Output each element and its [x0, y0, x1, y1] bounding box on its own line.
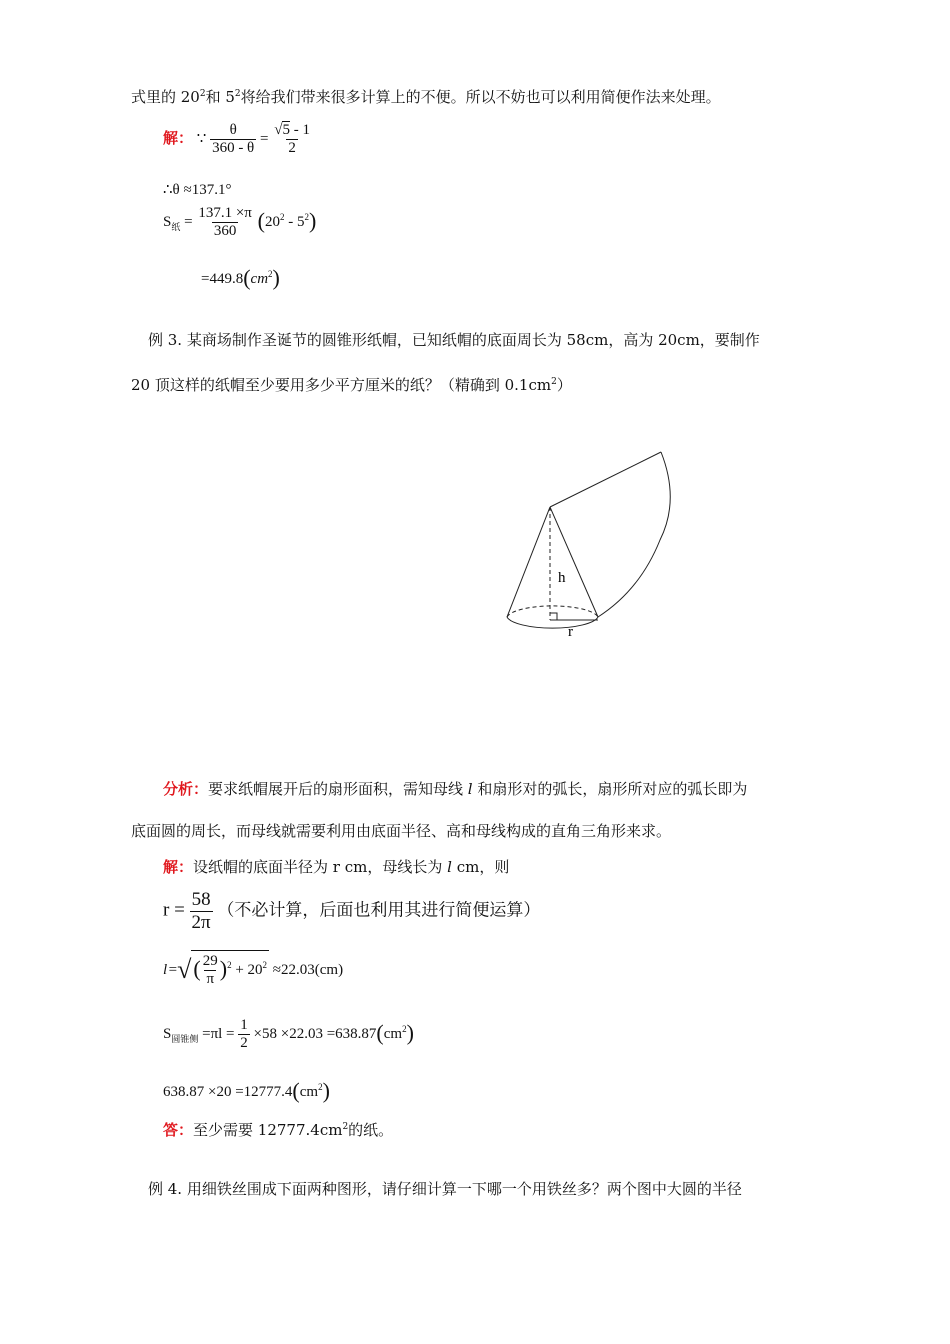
cone-base-front — [507, 617, 598, 628]
paper-area-result: $=449.8(cm^2)$ — [201, 265, 280, 290]
intro-line: 式里的 $20^2$和 $5^2$将给我们带来很多计算上的不便。所以不妨也可以利用简便作法来处理。 — [131, 88, 721, 106]
example-3-line-2: 20 顶这样的纸帽至少要用多少平方厘米的纸？（精确到 $0.1cm^2$） — [131, 376, 572, 394]
analysis-line-1: 分析：要求纸帽展开后的扇形面积，需知母线 l 和扇形对的弧长，扇形所对应的弧长即为 — [163, 780, 748, 798]
cone-left-side — [507, 507, 550, 617]
lateral-area-formula: $S_{圆锥侧} =\pi l$ = $\frac{1}{2}$ $\times 58 \times 22.03 =638.87(cm^2)$ — [163, 1017, 414, 1052]
answer-line: 答：至少需要 $12777.4cm^2$的纸。 — [163, 1121, 394, 1139]
right-angle-mark — [550, 613, 557, 620]
example-3-line-1: 例 3. 某商场制作圣诞节的圆锥形纸帽，已知纸帽的底面周长为 58cm，高为 20cm，要制作 — [148, 331, 760, 349]
sector-edge — [550, 452, 661, 507]
solution-2-intro: 解：设纸帽的底面半径为 r cm，母线长为 l cm，则 — [163, 858, 510, 876]
analysis-line-2: 底面圆的周长，而母线就需要利用由底面半径、高和母线构成的直角三角形来求。 — [131, 822, 672, 840]
sector-arc — [598, 452, 670, 617]
theta-result: ∴θ ≈137.1° — [163, 182, 232, 198]
theta-fraction: $\frac{\theta}{360 - \theta}$ — [212, 122, 255, 157]
golden-ratio-fraction: $\frac{√5 - 1}{2}$ — [274, 122, 310, 157]
cone-base-back — [507, 606, 598, 617]
paper-area-formula: $S_纸$ = $\frac{137.1 \times\pi}{360}$ $(20^2 - 5^2)$ — [163, 205, 317, 240]
cone-right-side — [550, 507, 598, 617]
cone-sector-figure — [490, 440, 690, 655]
total-area-formula: $638.87 \times 20 =12777.4(cm^2)$ — [163, 1078, 330, 1103]
solution-1-ratio: 解： ∵ $\frac{\theta}{360 - \theta}$ = $\frac{√5 - 1}{2}$ — [163, 122, 310, 157]
slant-height-formula: l =√( $\frac{29}{\pi}$ )$^2 + 20^2 \approx 22.03(cm)$ — [163, 950, 343, 989]
radius-formula: r = $\frac{58}{2\pi}$ （不必计算，后面也利用其进行简便运算） — [163, 889, 541, 933]
example-4-line-1: 例 4. 用细铁丝围成下面两种图形，请仔细计算一下哪一个用铁丝多？两个图中大圆的半径 — [148, 1180, 742, 1198]
r-label: r — [568, 624, 573, 640]
h-label: h — [558, 570, 566, 586]
